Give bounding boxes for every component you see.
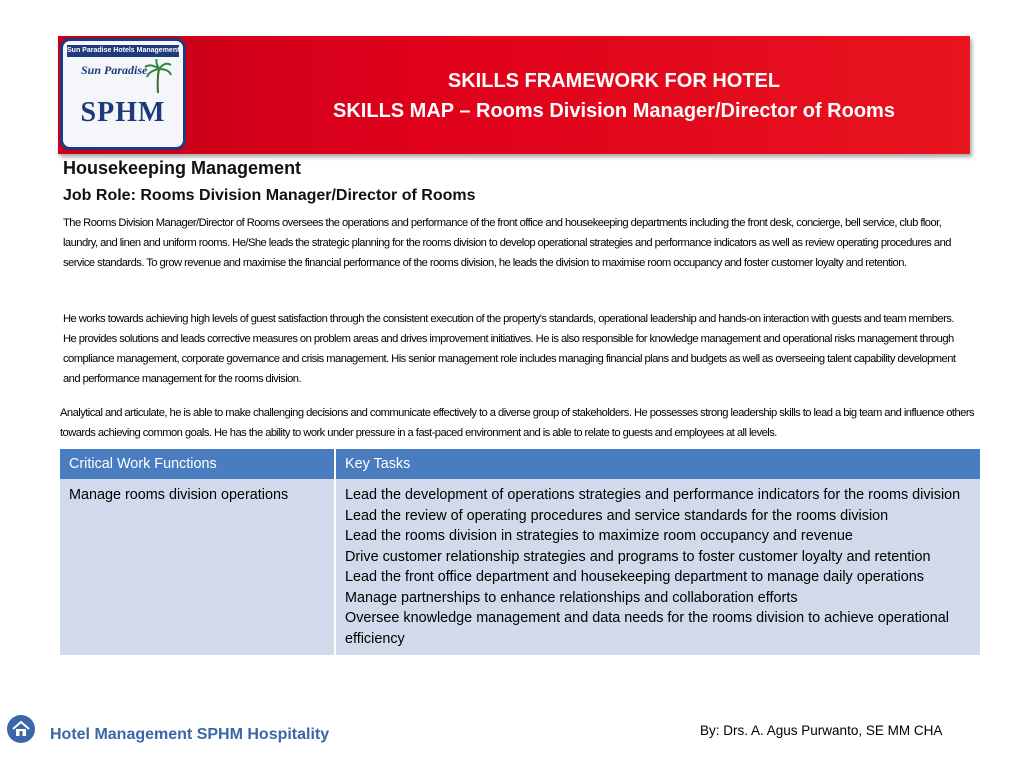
task-item: Lead the rooms division in strategies to maximize room occupancy and revenue (345, 528, 853, 544)
work-function-cell: Manage rooms division operations (60, 479, 335, 655)
table-row (60, 479, 980, 655)
logo-sub-text: Sun Paradise (81, 63, 148, 77)
home-icon[interactable] (6, 714, 36, 744)
job-role-title: Job Role: Rooms Division Manager/Director of Rooms (63, 187, 476, 204)
logo-top-text: Sun Paradise Hotels Management (67, 45, 179, 57)
logo-main-text: SPHM (80, 97, 166, 128)
task-item: Lead the front office department and housekeeping department to manage daily operations (345, 569, 924, 585)
footer-author: By: Drs. A. Agus Purwanto, SE MM CHA (700, 723, 943, 738)
section-title: Housekeeping Management (63, 158, 302, 178)
header-critical-work-functions: Critical Work Functions (60, 449, 335, 479)
sphm-logo (60, 38, 186, 150)
header-banner (58, 36, 970, 154)
description-paragraph-3: Analytical and articulate, he is able to make challenging decisions and communicate effectively to a diverse group of stakeholders. He possesses strong leadership skills to lead a big team and influence others towards achieving common goals. He has the ability to work under pressure in a fast-paced environment and is able to relate to guests and employees at all levels. (60, 407, 975, 439)
palm-tree-icon (143, 59, 173, 93)
description-paragraph-1: The Rooms Division Manager/Director of Rooms oversees the operations and performance of the front office and housekeeping departments including the front desk, concierge, bell service, club floor, laundry, and linen and uniform rooms. He/She leads the strategic planning for the rooms division to develop operational strategies and performance indicators as well as review operating procedures and service standards. To grow revenue and maximise the financial performance of the rooms division, he leads the division to maximise room occupancy and foster customer loyalty and retention. (63, 217, 951, 269)
task-item: Lead the development of operations strategies and performance indicators for the rooms division (345, 487, 961, 503)
task-item: Oversee knowledge management and data needs for the rooms division to achieve operational efficiency (345, 610, 949, 647)
header-key-tasks: Key Tasks (335, 449, 980, 479)
title-line-2: SKILLS MAP – Rooms Division Manager/Director of Rooms (333, 100, 895, 122)
key-tasks-cell (335, 479, 980, 655)
description-paragraph-2: He works towards achieving high levels of guest satisfaction through the consistent execution of the property's standards, operational leadership and hands-on interaction with guests and team members. He provides solutions and leads corrective measures on problem areas and drives improvement initiatives. He is also responsible for knowledge management and operational risks management through compliance management, corporate governance and crisis management. His senior management role includes managing financial plans and budgets as well as overseeing talent capability development and performance management for the rooms division. (63, 313, 956, 385)
table-header-row (60, 449, 980, 479)
task-item: Manage partnerships to enhance relationships and collaboration efforts (345, 589, 798, 606)
page-title (258, 66, 970, 126)
skills-table (60, 449, 980, 655)
task-item: Drive customer relationship strategies and programs to foster customer loyalty and retention (345, 548, 931, 565)
title-line-1: SKILLS FRAMEWORK FOR HOTEL (447, 70, 781, 92)
footer-company-name: Hotel Management SPHM Hospitality (50, 726, 330, 743)
task-item: Lead the review of operating procedures and service standards for the rooms division (345, 507, 889, 524)
